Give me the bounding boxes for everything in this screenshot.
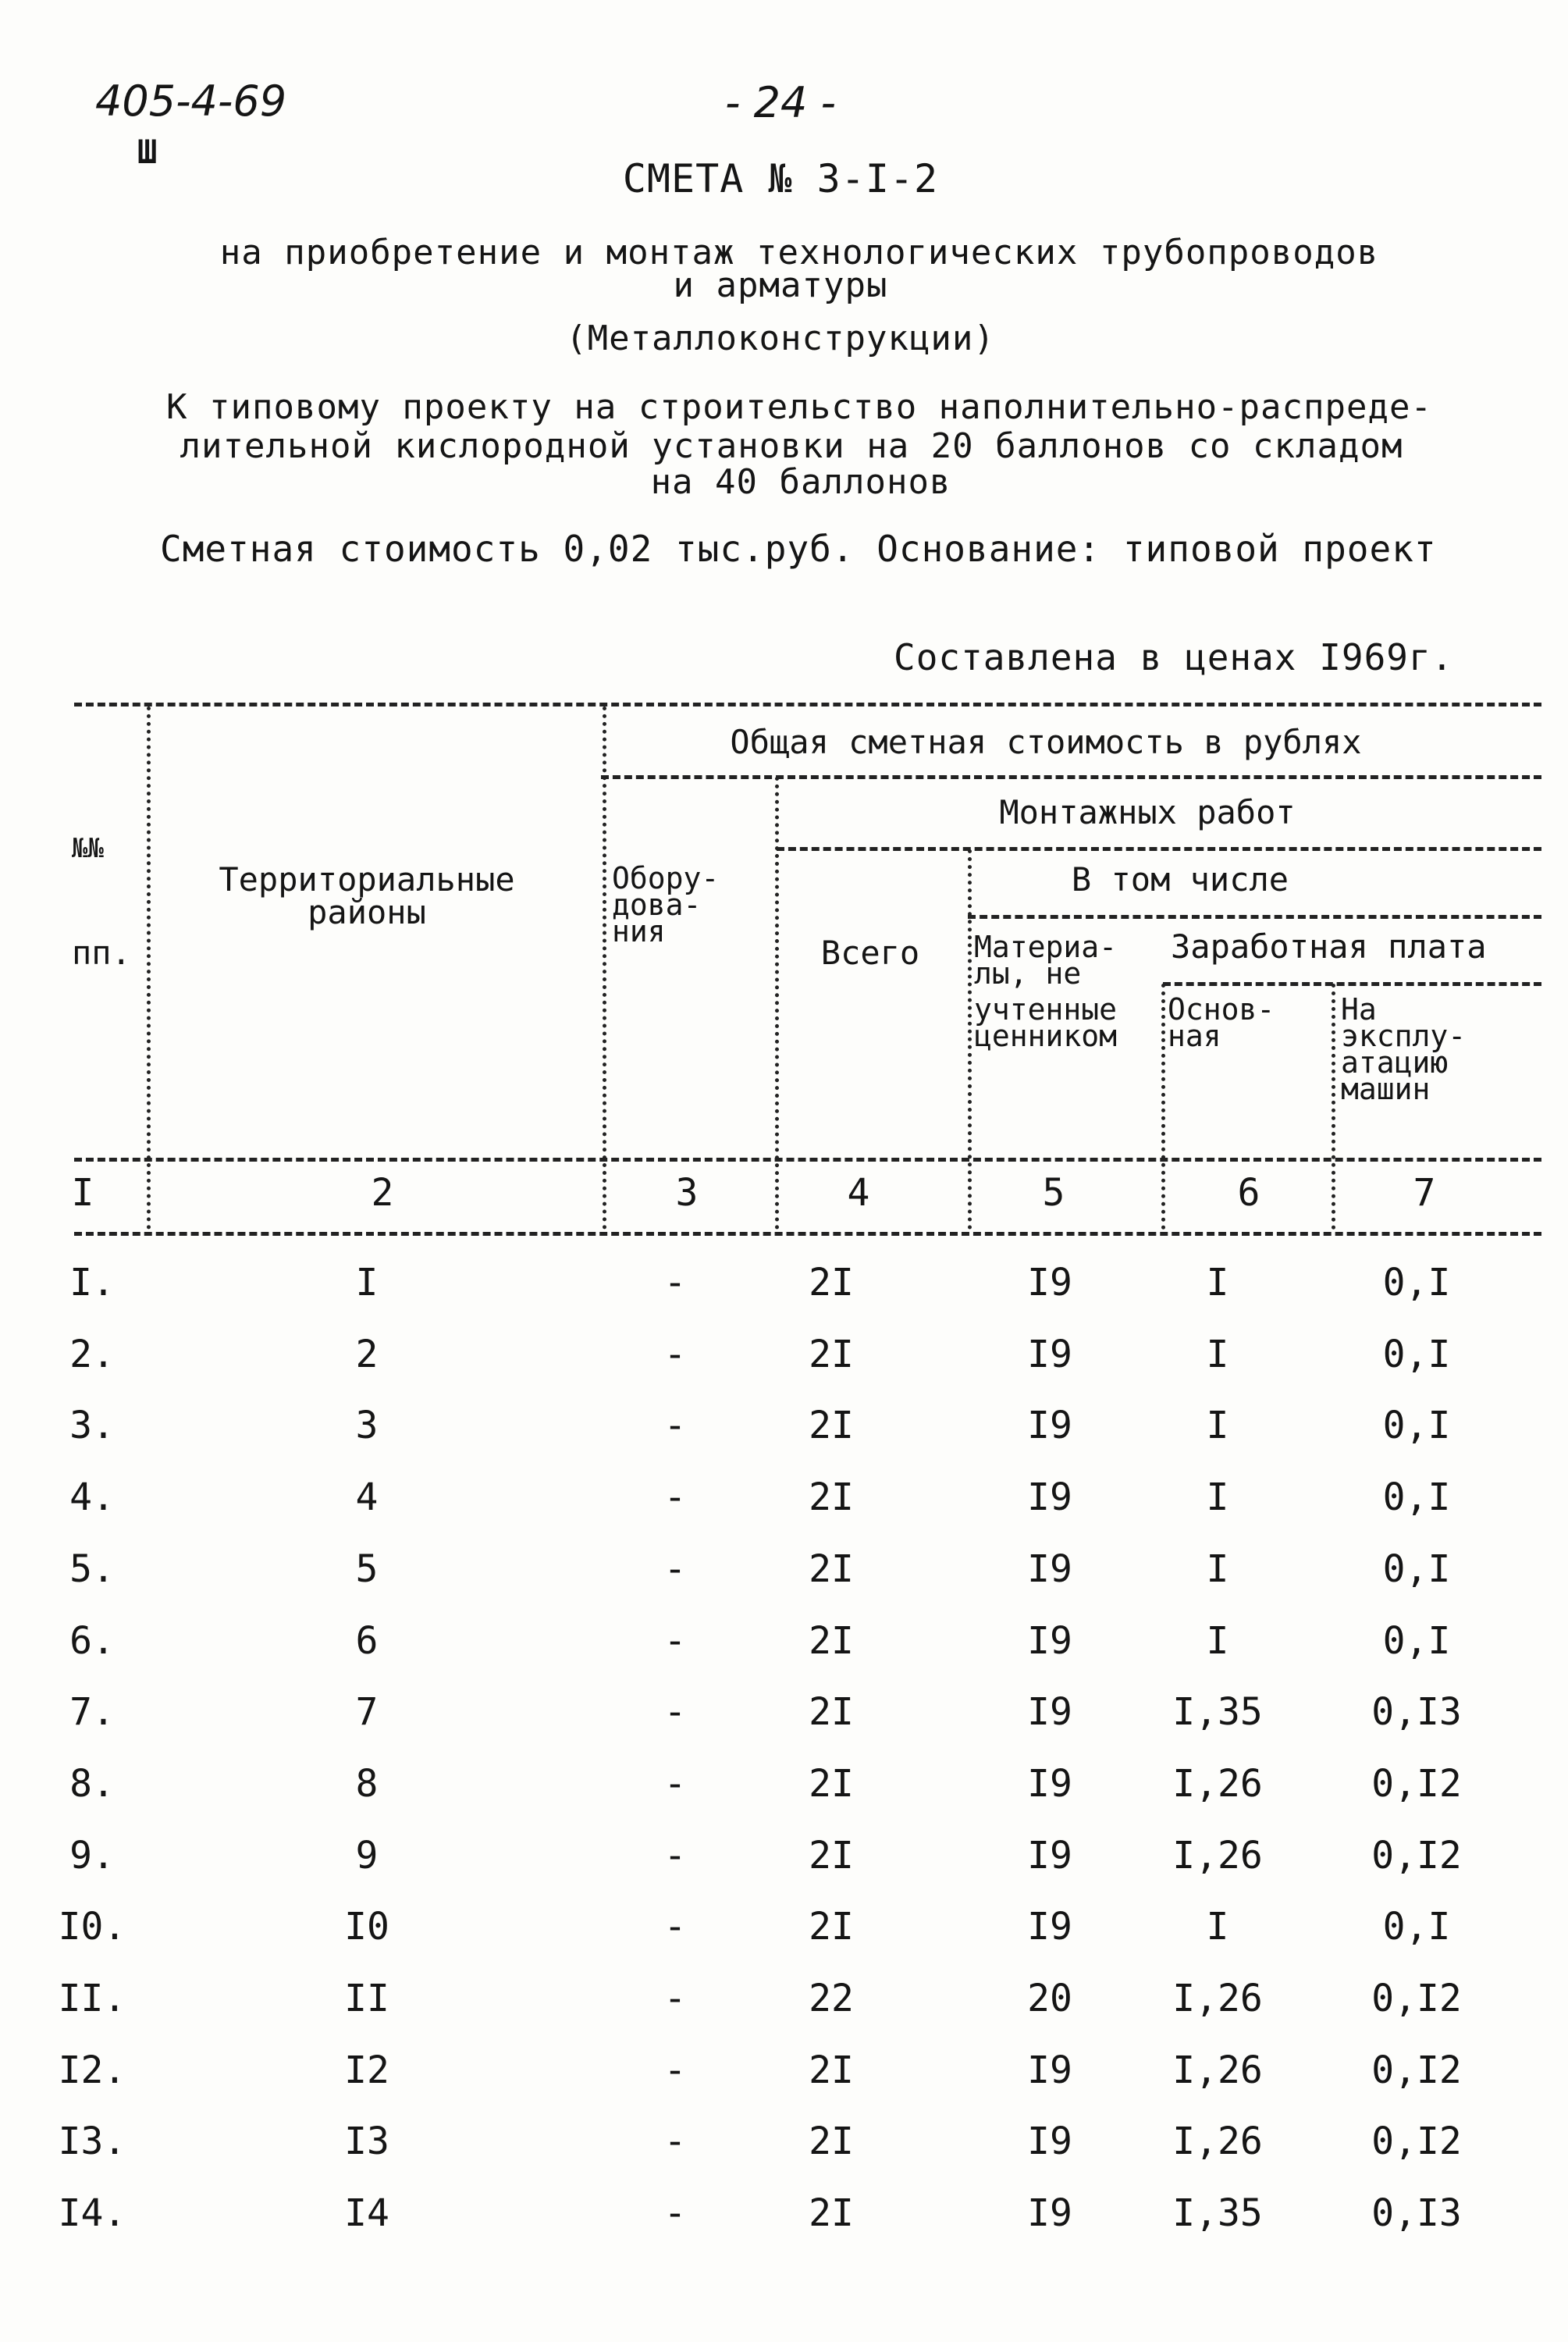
cell-basic-wage: I,35 <box>1172 1690 1263 1734</box>
cell-materials: I9 <box>1027 1333 1072 1376</box>
cell-materials: I9 <box>1027 2120 1072 2163</box>
cell-equipment: - <box>663 2120 687 2163</box>
cell-machine-wage: 0,I3 <box>1371 1690 1462 1734</box>
cell-row-number: I2. <box>58 2048 126 2092</box>
cell-row-number: I. <box>69 1261 115 1304</box>
cell-basic-wage: I <box>1206 1475 1229 1519</box>
cell-district: I3 <box>344 2120 389 2163</box>
cell-row-number: 6. <box>69 1619 115 1663</box>
cell-machine-wage: 0,I2 <box>1371 1834 1462 1878</box>
cell-machine-wage: 0,I <box>1382 1905 1451 1949</box>
cell-montage-total: 2I <box>809 1619 854 1663</box>
cell-equipment: - <box>663 1619 687 1663</box>
estimate-subtitle-1: на приобретение и монтаж технологических трубопроводов <box>219 233 1379 272</box>
cell-basic-wage: I <box>1206 1404 1229 1447</box>
header-equipment-1: Обору- <box>612 861 720 895</box>
rule-below-including <box>968 915 1541 919</box>
cell-machine-wage: 0,I2 <box>1371 1762 1462 1806</box>
cell-materials: I9 <box>1027 2048 1072 2092</box>
cell-machine-wage: 0,I3 <box>1371 2191 1462 2235</box>
cell-montage-total: 2I <box>809 1834 854 1878</box>
cell-district: 5 <box>355 1547 379 1591</box>
cell-basic-wage: I,26 <box>1172 1977 1263 2020</box>
cell-equipment: - <box>663 2191 687 2235</box>
cell-row-number: 3. <box>69 1404 115 1447</box>
col-sep-1 <box>147 707 151 1230</box>
cell-machine-wage: 0,I <box>1382 1404 1451 1447</box>
header-machines-3: атацию <box>1341 1045 1449 1080</box>
cell-district: I <box>355 1261 379 1304</box>
header-equipment-3: ния <box>612 914 666 949</box>
cell-machine-wage: 0,I2 <box>1371 1977 1462 2020</box>
cell-montage-total: 2I <box>809 1690 854 1734</box>
cell-district: II <box>344 1977 389 2020</box>
cell-basic-wage: I,26 <box>1172 2048 1263 2092</box>
cell-basic-wage: I,35 <box>1172 2191 1263 2235</box>
column-number: 4 <box>847 1171 870 1215</box>
cell-district: I0 <box>344 1905 389 1949</box>
cell-materials: I9 <box>1027 1547 1072 1591</box>
cell-materials: I9 <box>1027 1619 1072 1663</box>
cell-basic-wage: I,26 <box>1172 1834 1263 1878</box>
cell-row-number: 7. <box>69 1690 115 1734</box>
cell-montage-total: 2I <box>809 1905 854 1949</box>
cell-row-number: 2. <box>69 1333 115 1376</box>
cell-equipment: - <box>663 1333 687 1376</box>
cell-row-number: 4. <box>69 1475 115 1519</box>
col-sep-5 <box>1161 984 1165 1230</box>
cell-materials: I9 <box>1027 1834 1072 1878</box>
header-number-2: пп. <box>72 934 131 972</box>
cell-machine-wage: 0,I2 <box>1371 2120 1462 2163</box>
cell-row-number: 9. <box>69 1834 115 1878</box>
cell-montage-total: 2I <box>809 1475 854 1519</box>
column-number: 6 <box>1237 1171 1260 1215</box>
header-number-1: №№ <box>72 833 104 864</box>
column-number: 3 <box>675 1171 699 1215</box>
cell-district: 9 <box>355 1834 379 1878</box>
cell-montage-total: 2I <box>809 1404 854 1447</box>
header-machines-4: машин <box>1341 1072 1431 1106</box>
header-districts-2: районы <box>308 893 426 931</box>
cell-materials: I9 <box>1027 1690 1072 1734</box>
project-line-1: К типовому проекту на строительство наполнительно-распреде- <box>166 387 1432 427</box>
rule-below-total <box>601 775 1541 779</box>
col-sep-2 <box>603 707 606 1230</box>
table-top-rule <box>74 703 1541 707</box>
header-including: В том числе <box>1071 860 1289 899</box>
cell-montage-total: 2I <box>809 2120 854 2163</box>
cell-materials: I9 <box>1027 1905 1072 1949</box>
header-basic-2: ная <box>1168 1019 1221 1053</box>
cell-equipment: - <box>663 1977 687 2020</box>
cell-basic-wage: I <box>1206 1619 1229 1663</box>
cell-montage-total: 2I <box>809 1261 854 1304</box>
col-sep-4 <box>968 849 972 1230</box>
cell-machine-wage: 0,I2 <box>1371 2048 1462 2092</box>
header-montage: Монтажных работ <box>999 793 1296 831</box>
estimate-subtitle-paren: (Металлоконструкции) <box>566 319 995 358</box>
header-machines-1: На <box>1341 992 1377 1027</box>
header-all: Всего <box>820 934 920 972</box>
cell-materials: I9 <box>1027 1475 1072 1519</box>
cell-equipment: - <box>663 1690 687 1734</box>
cell-basic-wage: I,26 <box>1172 1762 1263 1806</box>
estimated-cost-line: Сметная стоимость 0,02 тыс.руб. Основание: типовой проект <box>160 528 1437 570</box>
cell-montage-total: 2I <box>809 2048 854 2092</box>
cell-district: I4 <box>344 2191 389 2235</box>
cell-basic-wage: I <box>1206 1547 1229 1591</box>
cell-montage-total: 2I <box>809 1762 854 1806</box>
project-line-3: на 40 баллонов <box>650 462 951 502</box>
estimate-title: СМЕТА № 3-I-2 <box>622 156 939 201</box>
cell-machine-wage: 0,I <box>1382 1475 1451 1519</box>
prices-line: Составлена в ценах I969г. <box>894 636 1454 678</box>
cell-materials: I9 <box>1027 1404 1072 1447</box>
header-materials-3: учтенные <box>974 992 1118 1027</box>
cell-district: 4 <box>355 1475 379 1519</box>
cell-machine-wage: 0,I <box>1382 1547 1451 1591</box>
cell-machine-wage: 0,I <box>1382 1261 1451 1304</box>
cell-materials: 20 <box>1027 1977 1072 2020</box>
header-machines-2: эксплу- <box>1341 1019 1467 1053</box>
header-materials-1: Материа- <box>974 930 1118 964</box>
cell-machine-wage: 0,I <box>1382 1333 1451 1376</box>
cell-equipment: - <box>663 1834 687 1878</box>
cell-row-number: I0. <box>58 1905 126 1949</box>
cell-district: 3 <box>355 1404 379 1447</box>
volume-mark: Ш <box>137 133 158 171</box>
header-wages: Заработная плата <box>1171 927 1487 966</box>
cell-equipment: - <box>663 1475 687 1519</box>
rule-above-col-numbers <box>74 1158 1541 1162</box>
header-materials-4: ценником <box>974 1019 1118 1053</box>
page-number: - 24 - <box>724 78 837 127</box>
cell-row-number: 8. <box>69 1762 115 1806</box>
cell-district: I2 <box>344 2048 389 2092</box>
header-equipment-2: дова- <box>612 888 702 922</box>
cell-row-number: 5. <box>69 1547 115 1591</box>
cell-row-number: I3. <box>58 2120 126 2163</box>
column-number: 5 <box>1042 1171 1065 1215</box>
cell-basic-wage: I <box>1206 1333 1229 1376</box>
cell-machine-wage: 0,I <box>1382 1619 1451 1663</box>
cell-montage-total: 2I <box>809 2191 854 2235</box>
col-sep-6 <box>1332 984 1335 1230</box>
rule-below-col-numbers <box>74 1232 1541 1236</box>
cell-montage-total: 2I <box>809 1547 854 1591</box>
cell-district: 8 <box>355 1762 379 1806</box>
cell-equipment: - <box>663 1905 687 1949</box>
document-code: 405-4-69 <box>95 77 287 126</box>
cell-equipment: - <box>663 1404 687 1447</box>
col-sep-3 <box>775 777 779 1230</box>
cell-row-number: II. <box>58 1977 126 2020</box>
rule-below-wages <box>1163 982 1541 986</box>
rule-below-montage <box>777 847 1541 851</box>
cell-equipment: - <box>663 1547 687 1591</box>
cell-row-number: I4. <box>58 2191 126 2235</box>
cell-district: 6 <box>355 1619 379 1663</box>
project-line-2: лительной кислородной установки на 20 баллонов со складом <box>180 426 1403 466</box>
column-number: 7 <box>1413 1171 1436 1215</box>
cell-equipment: - <box>663 2048 687 2092</box>
cell-materials: I9 <box>1027 1762 1072 1806</box>
cell-materials: I9 <box>1027 2191 1072 2235</box>
cell-montage-total: 2I <box>809 1333 854 1376</box>
cell-basic-wage: I <box>1206 1261 1229 1304</box>
cell-equipment: - <box>663 1261 687 1304</box>
column-number: 2 <box>371 1171 394 1215</box>
header-districts-1: Территориальные <box>219 860 515 899</box>
cell-basic-wage: I,26 <box>1172 2120 1263 2163</box>
cell-materials: I9 <box>1027 1261 1072 1304</box>
cell-basic-wage: I <box>1206 1905 1229 1949</box>
cell-montage-total: 22 <box>809 1977 854 2020</box>
cell-equipment: - <box>663 1762 687 1806</box>
header-total-cost: Общая сметная стоимость в рублях <box>730 723 1362 761</box>
cell-district: 2 <box>355 1333 379 1376</box>
column-number: I <box>71 1171 94 1215</box>
header-materials-2: лы, не <box>974 956 1082 991</box>
header-basic-1: Основ- <box>1168 992 1275 1027</box>
estimate-subtitle-2: и арматуры <box>673 265 888 305</box>
cell-district: 7 <box>355 1690 379 1734</box>
